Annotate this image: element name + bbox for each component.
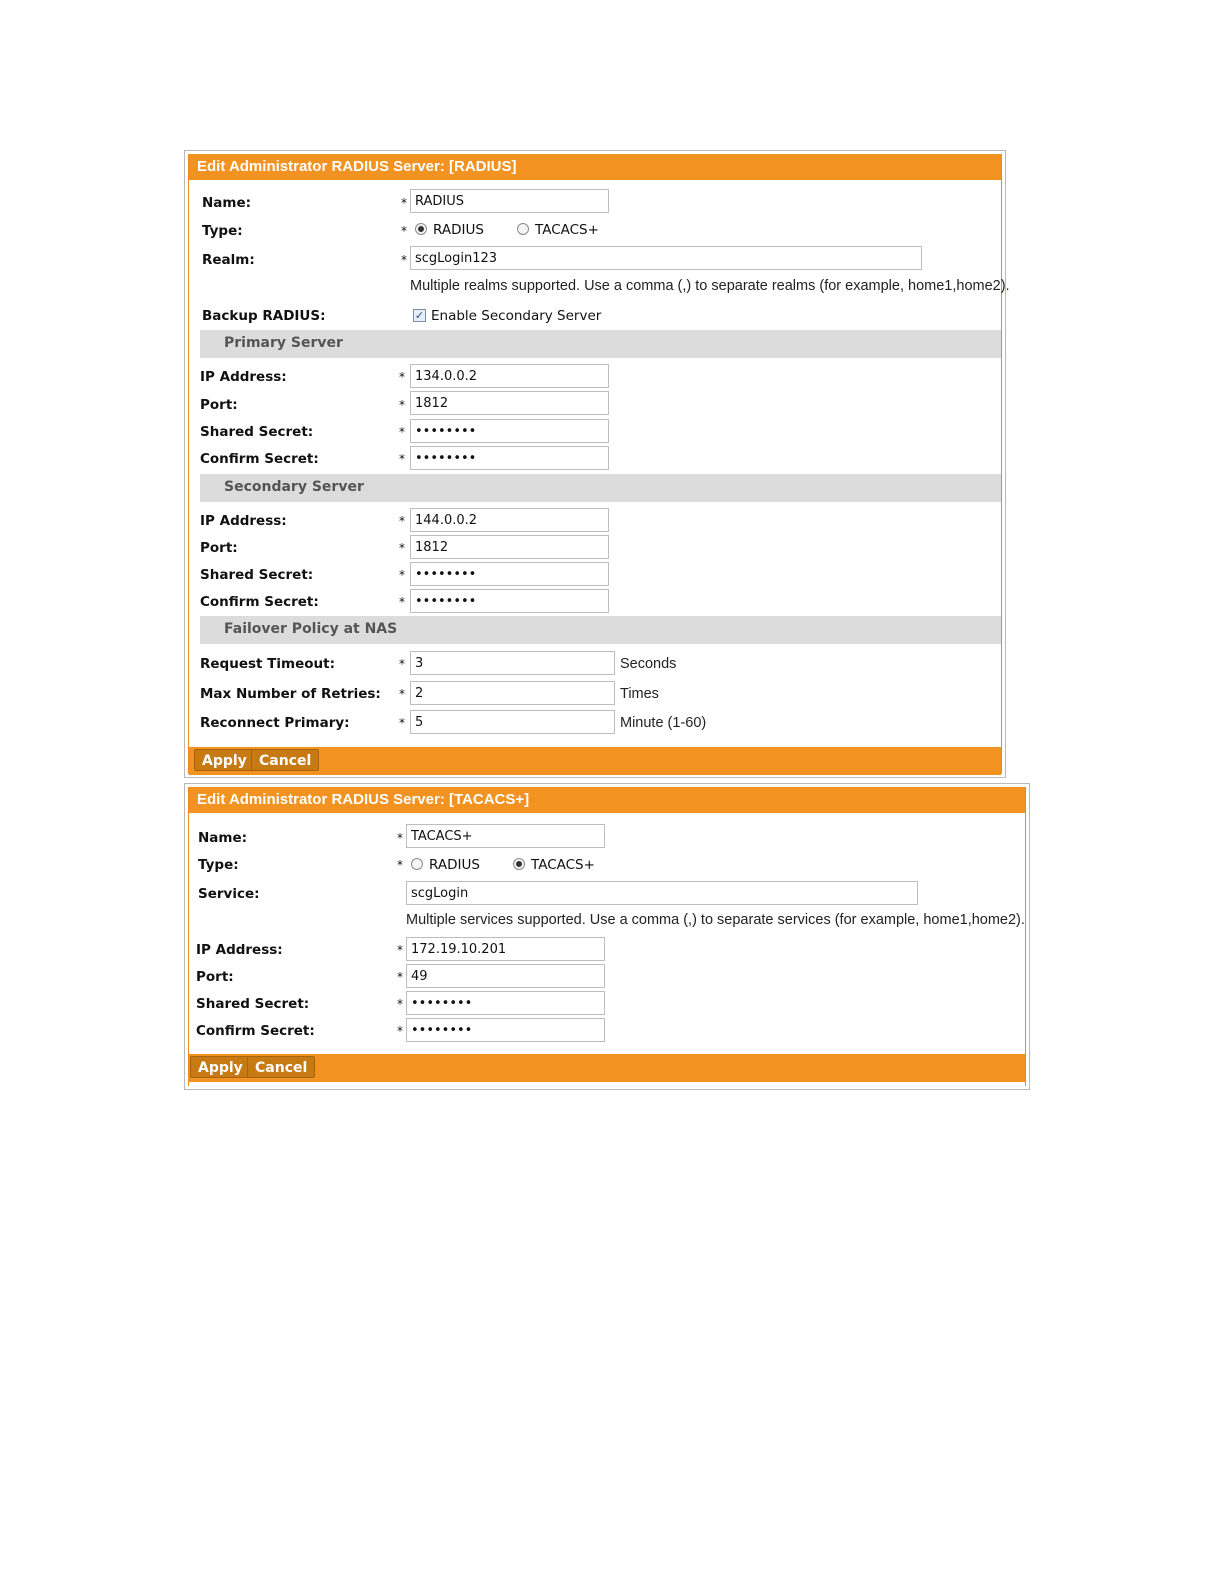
required-marker: * (399, 398, 405, 412)
required-marker: * (399, 657, 405, 671)
type-label: Type: (202, 223, 243, 239)
type-radius-label: RADIUS (433, 222, 484, 238)
primary-shared-secret-input[interactable] (410, 419, 609, 443)
required-marker: * (399, 687, 405, 701)
panel-footer (189, 1054, 1025, 1082)
secondary-ip-label: IP Address: (200, 513, 287, 529)
primary-port-label: Port: (200, 397, 238, 413)
radius-panel-body (188, 154, 1010, 774)
type-radius-radio[interactable] (411, 858, 423, 870)
confirm-secret-input[interactable] (406, 1018, 605, 1042)
primary-shared-secret-label: Shared Secret: (200, 424, 314, 440)
required-marker: * (397, 997, 403, 1011)
panel-title: Edit Administrator RADIUS Server: [TACACS+] (189, 787, 1025, 813)
port-input[interactable] (406, 964, 605, 988)
required-marker: * (399, 452, 405, 466)
service-label: Service: (198, 886, 260, 902)
max-retries-unit: Times (620, 686, 659, 702)
max-retries-label: Max Number of Retries: (200, 686, 381, 702)
primary-port-input[interactable] (410, 391, 609, 415)
reconnect-primary-label: Reconnect Primary: (200, 715, 350, 731)
port-label: Port: (196, 969, 234, 985)
request-timeout-input[interactable] (410, 651, 615, 675)
name-label: Name: (202, 195, 252, 211)
panel-title: Edit Administrator RADIUS Server: [RADIUS] (189, 154, 1001, 180)
shared-secret-input[interactable] (406, 991, 605, 1015)
enable-secondary-label: Enable Secondary Server (431, 308, 602, 324)
primary-ip-input[interactable] (410, 364, 609, 388)
primary-server-heading: Primary Server (200, 330, 1001, 358)
primary-confirm-secret-label: Confirm Secret: (200, 451, 319, 467)
type-tacacs-label: TACACS+ (531, 857, 595, 873)
cancel-button[interactable]: Cancel (247, 1056, 315, 1078)
radius-server-panel (184, 150, 1010, 778)
realm-input[interactable] (410, 246, 922, 270)
secondary-shared-secret-input[interactable] (410, 562, 609, 586)
secondary-shared-secret-label: Shared Secret: (200, 567, 314, 583)
tacacs-panel-body (188, 787, 1026, 1086)
secondary-confirm-secret-input[interactable] (410, 589, 609, 613)
required-marker: * (397, 970, 403, 984)
apply-button[interactable]: Apply (194, 749, 255, 771)
required-marker: * (399, 514, 405, 528)
apply-button[interactable]: Apply (190, 1056, 251, 1078)
backup-radius-label: Backup RADIUS: (202, 308, 326, 324)
secondary-port-input[interactable] (410, 535, 609, 559)
required-marker: * (401, 196, 407, 210)
realm-help-text: Multiple realms supported. Use a comma (,) to separate realms (for example, home1,home2). (410, 278, 1010, 294)
cancel-button[interactable]: Cancel (251, 749, 319, 771)
primary-confirm-secret-input[interactable] (410, 446, 609, 470)
failover-policy-heading: Failover Policy at NAS (200, 616, 1001, 644)
secondary-port-label: Port: (200, 540, 238, 556)
request-timeout-unit: Seconds (620, 656, 677, 672)
required-marker: * (397, 858, 403, 872)
type-tacacs-radio[interactable] (513, 858, 525, 870)
required-marker: * (401, 253, 407, 267)
secondary-server-heading: Secondary Server (200, 474, 1001, 502)
tacacs-server-panel (184, 783, 1030, 1090)
required-marker: * (401, 224, 407, 238)
type-radius-label: RADIUS (429, 857, 480, 873)
required-marker: * (399, 716, 405, 730)
ip-address-label: IP Address: (196, 942, 283, 958)
required-marker: * (397, 831, 403, 845)
request-timeout-label: Request Timeout: (200, 656, 335, 672)
required-marker: * (397, 943, 403, 957)
required-marker: * (399, 370, 405, 384)
type-tacacs-label: TACACS+ (535, 222, 599, 238)
secondary-ip-input[interactable] (410, 508, 609, 532)
type-radius-radio[interactable] (415, 223, 427, 235)
name-input[interactable] (410, 189, 609, 213)
required-marker: * (399, 568, 405, 582)
max-retries-input[interactable] (410, 681, 615, 705)
realm-label: Realm: (202, 252, 255, 268)
secondary-confirm-secret-label: Confirm Secret: (200, 594, 319, 610)
service-input[interactable] (406, 881, 918, 905)
required-marker: * (397, 1024, 403, 1038)
required-marker: * (399, 541, 405, 555)
ip-address-input[interactable] (406, 937, 605, 961)
service-help-text: Multiple services supported. Use a comma (,) to separate services (for example, home1,home2). (406, 912, 1025, 928)
enable-secondary-checkbox[interactable]: ✓ (414, 309, 425, 322)
confirm-secret-label: Confirm Secret: (196, 1023, 315, 1039)
type-tacacs-radio[interactable] (517, 223, 529, 235)
name-input[interactable] (406, 824, 605, 848)
panel-footer (189, 747, 1001, 775)
required-marker: * (399, 425, 405, 439)
required-marker: * (399, 595, 405, 609)
reconnect-primary-input[interactable] (410, 710, 615, 734)
reconnect-primary-unit: Minute (1-60) (620, 715, 707, 731)
shared-secret-label: Shared Secret: (196, 996, 310, 1012)
primary-ip-label: IP Address: (200, 369, 287, 385)
name-label: Name: (198, 830, 248, 846)
type-label: Type: (198, 857, 239, 873)
